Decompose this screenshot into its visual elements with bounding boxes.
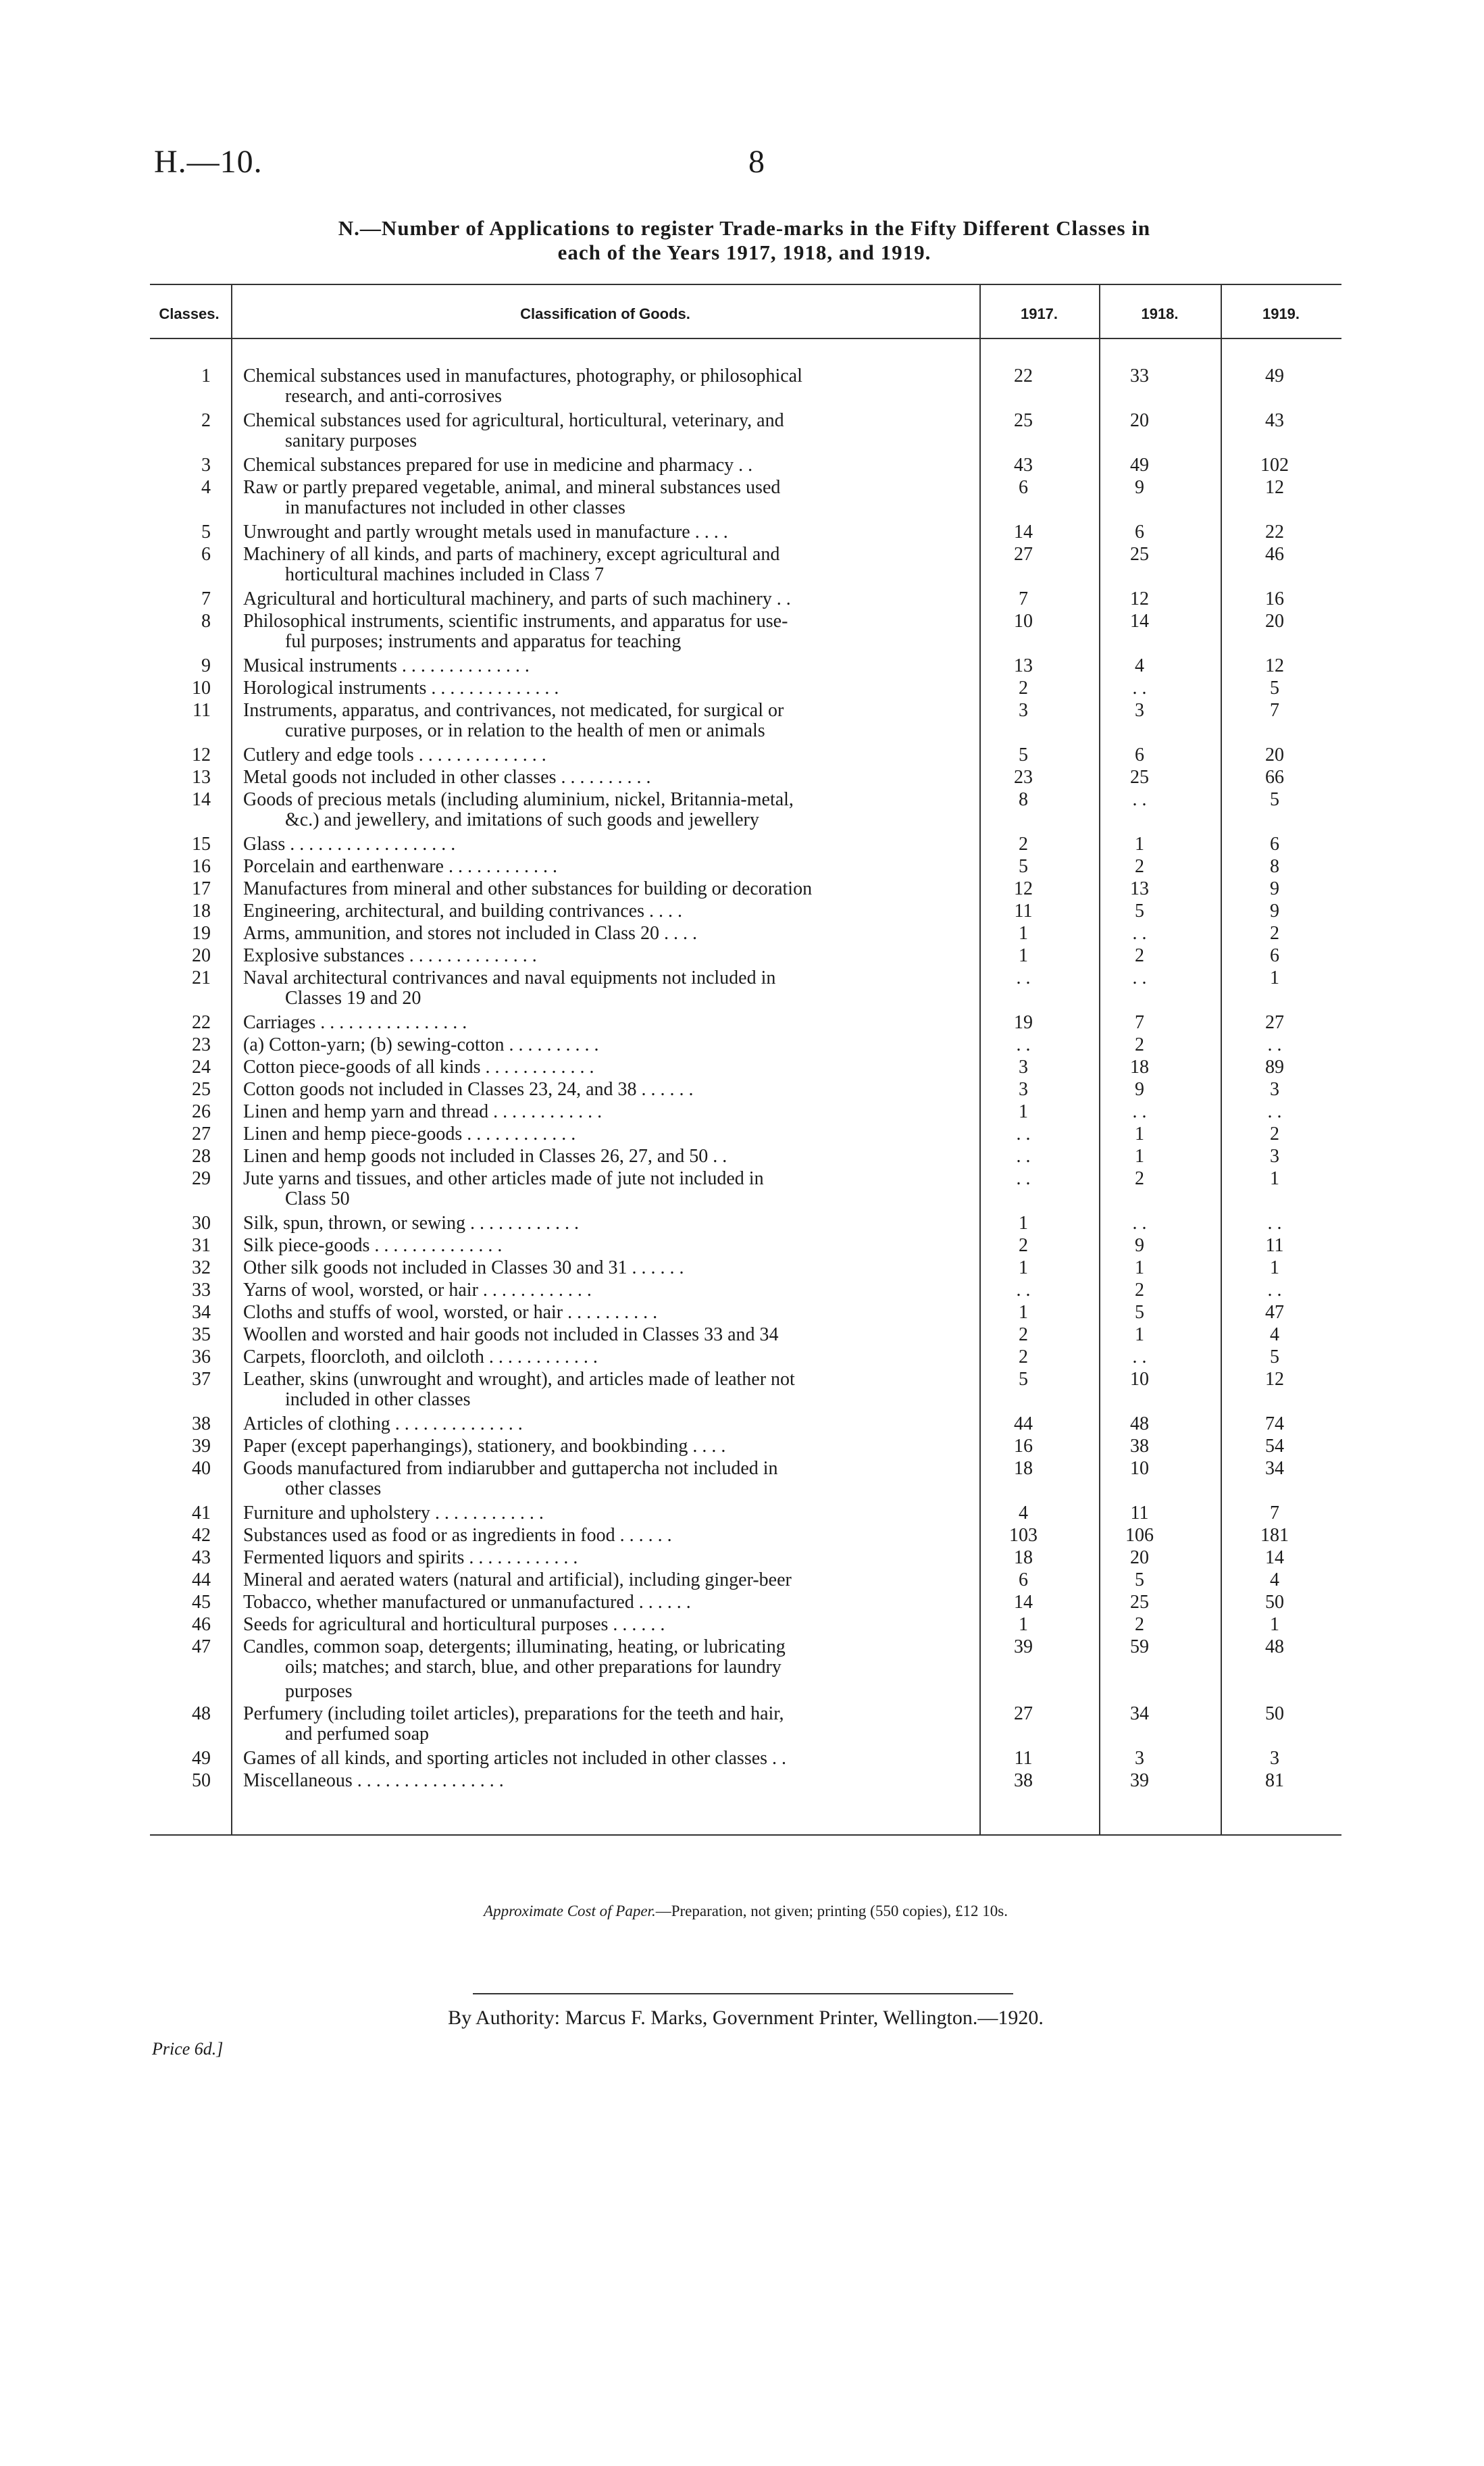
class-number: 33 xyxy=(192,1280,211,1301)
count-1919: 11 xyxy=(1265,1235,1284,1256)
printer-authority: By Authority: Marcus F. Marks, Government Printer, Wellington.—1920. xyxy=(448,2007,1044,2029)
class-description: Silk, spun, thrown, or sewing . . . . . . . . . . . . xyxy=(243,1213,579,1234)
class-number: 45 xyxy=(192,1592,211,1613)
class-number: 13 xyxy=(192,767,211,788)
class-description: Mineral and aerated waters (natural and artificial), including ginger-beer xyxy=(243,1569,792,1590)
count-1917: 2 xyxy=(1019,1347,1028,1367)
count-1919: 48 xyxy=(1265,1636,1284,1657)
count-1918: 13 xyxy=(1130,878,1149,899)
count-1917: 43 xyxy=(1014,455,1033,476)
count-1918: 2 xyxy=(1135,1280,1144,1301)
count-1917: 1 xyxy=(1019,1302,1028,1323)
class-description: Candles, common soap, detergents; illuminating, heating, or lubricating xyxy=(243,1636,786,1657)
class-number: 11 xyxy=(193,700,211,721)
count-1918: 5 xyxy=(1135,1569,1144,1590)
count-1919: 3 xyxy=(1270,1748,1279,1769)
count-1918: 2 xyxy=(1135,945,1144,966)
count-1917: 2 xyxy=(1019,834,1028,855)
count-1918: 49 xyxy=(1130,455,1149,476)
table-title-line-1: N.—Number of Applications to register Trade-marks in the Fifty Different Classes in xyxy=(338,216,1151,240)
count-1917: 1 xyxy=(1019,945,1028,966)
count-1919: 9 xyxy=(1270,878,1279,899)
class-description: Chemical substances used in manufactures, photography, or philosophical xyxy=(243,366,802,386)
count-1919: 3 xyxy=(1270,1079,1279,1100)
class-description: Woollen and worsted and hair goods not included in Classes 33 and 34 xyxy=(243,1324,779,1345)
count-1917: 6 xyxy=(1019,1569,1028,1590)
count-1917: 27 xyxy=(1014,544,1033,565)
class-number: 42 xyxy=(192,1525,211,1546)
count-1918: 1 xyxy=(1135,1324,1144,1345)
class-description: Leather, skins (unwrought and wrought), and articles made of leather not xyxy=(243,1369,795,1390)
count-1917: 10 xyxy=(1014,611,1033,632)
column-header-1918: 1918. xyxy=(1141,305,1179,322)
class-number: 4 xyxy=(201,477,211,498)
count-1917: 1 xyxy=(1019,923,1028,944)
count-1918: 5 xyxy=(1135,901,1144,922)
class-description: Glass . . . . . . . . . . . . . . . . . . xyxy=(243,834,456,855)
footer-rule xyxy=(473,1993,1013,1994)
count-1919: . . xyxy=(1267,1280,1282,1301)
count-1919: 7 xyxy=(1270,700,1279,721)
class-description: Cloths and stuffs of wool, worsted, or hair . . . . . . . . . . xyxy=(243,1302,658,1323)
count-1919: 66 xyxy=(1265,767,1284,788)
class-description: Cotton piece-goods of all kinds . . . . . . . . . . . . xyxy=(243,1057,594,1078)
class-description-continued: Classes 19 and 20 xyxy=(285,988,421,1009)
count-1917: 5 xyxy=(1019,1369,1028,1390)
count-1919: 74 xyxy=(1265,1413,1284,1434)
column-divider xyxy=(231,284,232,1834)
count-1919: 181 xyxy=(1260,1525,1289,1546)
class-description: Machinery of all kinds, and parts of machinery, except agricultural and xyxy=(243,544,780,565)
class-description-continued: oils; matches; and starch, blue, and other preparations for laundry xyxy=(285,1657,782,1678)
table-header-rule xyxy=(150,338,1341,339)
count-1917: 1 xyxy=(1019,1101,1028,1122)
count-1918: 1 xyxy=(1135,1146,1144,1167)
count-1917: 11 xyxy=(1014,901,1033,922)
class-description: Fermented liquors and spirits . . . . . . . . . . . . xyxy=(243,1547,578,1568)
count-1919: 1 xyxy=(1270,1168,1279,1189)
class-description: Raw or partly prepared vegetable, animal, and mineral substances used xyxy=(243,477,781,498)
count-1918: . . xyxy=(1132,1213,1147,1234)
count-1917: 5 xyxy=(1019,745,1028,765)
count-1919: . . xyxy=(1267,1101,1282,1122)
class-description: Tobacco, whether manufactured or unmanufactured . . . . . . xyxy=(243,1592,691,1613)
count-1918: 20 xyxy=(1130,410,1149,431)
count-1919: 6 xyxy=(1270,945,1279,966)
class-number: 37 xyxy=(192,1369,211,1390)
class-description-continued: included in other classes xyxy=(285,1389,471,1410)
class-description: Games of all kinds, and sporting articles not included in other classes . . xyxy=(243,1748,787,1769)
class-number: 43 xyxy=(192,1547,211,1568)
count-1918: 9 xyxy=(1135,1235,1144,1256)
table-bottom-rule xyxy=(150,1834,1341,1836)
class-number: 49 xyxy=(192,1748,211,1769)
count-1918: 3 xyxy=(1135,1748,1144,1769)
class-description: Substances used as food or as ingredients in food . . . . . . xyxy=(243,1525,672,1546)
class-description: Musical instruments . . . . . . . . . . . . . . xyxy=(243,655,530,676)
count-1918: 1 xyxy=(1135,1124,1144,1144)
count-1919: 12 xyxy=(1265,655,1284,676)
class-number: 1 xyxy=(201,366,211,386)
count-1917: 18 xyxy=(1014,1547,1033,1568)
class-description-continued: purposes xyxy=(285,1681,353,1702)
class-description-continued: in manufactures not included in other classes xyxy=(285,497,625,518)
class-number: 23 xyxy=(192,1034,211,1055)
count-1918: 6 xyxy=(1135,745,1144,765)
count-1918: 7 xyxy=(1135,1012,1144,1033)
class-number: 10 xyxy=(192,678,211,699)
count-1918: 9 xyxy=(1135,1079,1144,1100)
class-description: Agricultural and horticultural machinery, and parts of such machinery . . xyxy=(243,588,791,609)
count-1919: 9 xyxy=(1270,901,1279,922)
cost-note-text: —Preparation, not given; printing (550 copies), £12 10s. xyxy=(655,1903,1008,1919)
count-1918: . . xyxy=(1132,1347,1147,1367)
count-1919: 50 xyxy=(1265,1592,1284,1613)
count-1919: . . xyxy=(1267,1034,1282,1055)
count-1919: . . xyxy=(1267,1213,1282,1234)
count-1918: 25 xyxy=(1130,767,1149,788)
class-description: Philosophical instruments, scientific instruments, and apparatus for use- xyxy=(243,611,788,632)
class-number: 36 xyxy=(192,1347,211,1367)
class-number: 24 xyxy=(192,1057,211,1078)
class-number: 9 xyxy=(201,655,211,676)
count-1919: 20 xyxy=(1265,611,1284,632)
class-number: 47 xyxy=(192,1636,211,1657)
count-1917: . . xyxy=(1016,1146,1031,1167)
class-description: Carpets, floorcloth, and oilcloth . . . . . . . . . . . . xyxy=(243,1347,598,1367)
class-number: 22 xyxy=(192,1012,211,1033)
count-1919: 43 xyxy=(1265,410,1284,431)
count-1918: 48 xyxy=(1130,1413,1149,1434)
count-1917: 1 xyxy=(1019,1257,1028,1278)
class-number: 21 xyxy=(192,967,211,988)
count-1918: 2 xyxy=(1135,1168,1144,1189)
class-number: 32 xyxy=(192,1257,211,1278)
count-1918: 59 xyxy=(1130,1636,1149,1657)
class-description: Naval architectural contrivances and naval equipments not included in xyxy=(243,967,776,988)
class-description: Unwrought and partly wrought metals used in manufacture . . . . xyxy=(243,522,728,543)
count-1917: 22 xyxy=(1014,366,1033,386)
count-1917: 27 xyxy=(1014,1703,1033,1724)
count-1918: 10 xyxy=(1130,1369,1149,1390)
count-1917: 3 xyxy=(1019,1057,1028,1078)
class-number: 41 xyxy=(192,1503,211,1524)
count-1917: 5 xyxy=(1019,856,1028,877)
count-1919: 2 xyxy=(1270,1124,1279,1144)
count-1918: 38 xyxy=(1130,1436,1149,1457)
class-number: 17 xyxy=(192,878,211,899)
count-1918: 33 xyxy=(1130,366,1149,386)
count-1919: 20 xyxy=(1265,745,1284,765)
count-1918: 2 xyxy=(1135,856,1144,877)
class-description: Articles of clothing . . . . . . . . . . . . . . xyxy=(243,1413,523,1434)
class-description: Chemical substances prepared for use in medicine and pharmacy . . xyxy=(243,455,753,476)
count-1918: 34 xyxy=(1130,1703,1149,1724)
class-description-continued: Class 50 xyxy=(285,1188,350,1209)
class-number: 18 xyxy=(192,901,211,922)
class-description: Perfumery (including toilet articles), preparations for the teeth and hair, xyxy=(243,1703,784,1724)
count-1919: 6 xyxy=(1270,834,1279,855)
count-1917: 1 xyxy=(1019,1614,1028,1635)
count-1918: 11 xyxy=(1130,1503,1149,1524)
column-header-classes: Classes. xyxy=(159,305,220,322)
class-number: 50 xyxy=(192,1770,211,1791)
class-number: 2 xyxy=(201,410,211,431)
cost-note xyxy=(150,1903,1341,1920)
count-1919: 81 xyxy=(1265,1770,1284,1791)
count-1917: 44 xyxy=(1014,1413,1033,1434)
count-1917: . . xyxy=(1016,1280,1031,1301)
count-1919: 5 xyxy=(1270,1347,1279,1367)
count-1919: 16 xyxy=(1265,588,1284,609)
count-1917: 7 xyxy=(1019,588,1028,609)
count-1917: 1 xyxy=(1019,1213,1028,1234)
class-description: Goods manufactured from indiarubber and guttapercha not included in xyxy=(243,1458,778,1479)
count-1918: 106 xyxy=(1125,1525,1154,1546)
count-1918: 39 xyxy=(1130,1770,1149,1791)
count-1919: 14 xyxy=(1265,1547,1284,1568)
count-1917: 39 xyxy=(1014,1636,1033,1657)
price: Price 6d.] xyxy=(152,2039,224,2059)
count-1919: 1 xyxy=(1270,1257,1279,1278)
column-header-1917: 1917. xyxy=(1020,305,1058,322)
count-1918: . . xyxy=(1132,967,1147,988)
count-1919: 2 xyxy=(1270,923,1279,944)
class-description: Carriages . . . . . . . . . . . . . . . . xyxy=(243,1012,467,1033)
count-1917: 2 xyxy=(1019,1324,1028,1345)
table-title-line-2: each of the Years 1917, 1918, and 1919. xyxy=(557,241,931,264)
class-description: Other silk goods not included in Classes 30 and 31 . . . . . . xyxy=(243,1257,684,1278)
class-number: 25 xyxy=(192,1079,211,1100)
page-number: 8 xyxy=(748,144,765,180)
count-1919: 4 xyxy=(1270,1569,1279,1590)
count-1918: 2 xyxy=(1135,1614,1144,1635)
class-number: 14 xyxy=(192,789,211,810)
class-description-continued: &c.) and jewellery, and imitations of such goods and jewellery xyxy=(285,809,759,830)
count-1918: 6 xyxy=(1135,522,1144,543)
class-description: (a) Cotton-yarn; (b) sewing-cotton . . . . . . . . . . xyxy=(243,1034,599,1055)
column-header-classification: Classification of Goods. xyxy=(520,305,690,322)
class-description: Arms, ammunition, and stores not included in Class 20 . . . . xyxy=(243,923,697,944)
count-1917: . . xyxy=(1016,1168,1031,1189)
class-description-continued: research, and anti-corrosives xyxy=(285,386,503,407)
count-1918: 14 xyxy=(1130,611,1149,632)
count-1919: 8 xyxy=(1270,856,1279,877)
count-1919: 1 xyxy=(1270,1614,1279,1635)
class-description: Yarns of wool, worsted, or hair . . . . . . . . . . . . xyxy=(243,1280,592,1301)
count-1919: 12 xyxy=(1265,477,1284,498)
class-number: 40 xyxy=(192,1458,211,1479)
count-1918: 10 xyxy=(1130,1458,1149,1479)
class-number: 7 xyxy=(201,588,211,609)
count-1918: . . xyxy=(1132,789,1147,810)
class-description: Silk piece-goods . . . . . . . . . . . . . . xyxy=(243,1235,503,1256)
count-1918: 1 xyxy=(1135,1257,1144,1278)
count-1917: 4 xyxy=(1019,1503,1028,1524)
class-description: Furniture and upholstery . . . . . . . . . . . . xyxy=(243,1503,544,1524)
class-number: 6 xyxy=(201,544,211,565)
count-1917: . . xyxy=(1016,967,1031,988)
count-1917: 13 xyxy=(1014,655,1033,676)
class-description-continued: sanitary purposes xyxy=(285,430,417,451)
class-number: 26 xyxy=(192,1101,211,1122)
class-number: 16 xyxy=(192,856,211,877)
count-1917: 3 xyxy=(1019,700,1028,721)
class-number: 27 xyxy=(192,1124,211,1144)
count-1917: 8 xyxy=(1019,789,1028,810)
class-description: Miscellaneous . . . . . . . . . . . . . . . . xyxy=(243,1770,504,1791)
count-1917: 2 xyxy=(1019,678,1028,699)
class-number: 29 xyxy=(192,1168,211,1189)
count-1919: 3 xyxy=(1270,1146,1279,1167)
count-1917: . . xyxy=(1016,1034,1031,1055)
count-1919: 49 xyxy=(1265,366,1284,386)
count-1919: 7 xyxy=(1270,1503,1279,1524)
count-1919: 34 xyxy=(1265,1458,1284,1479)
class-number: 44 xyxy=(192,1569,211,1590)
table-top-rule xyxy=(150,284,1341,285)
count-1917: 6 xyxy=(1019,477,1028,498)
count-1918: 18 xyxy=(1130,1057,1149,1078)
class-number: 3 xyxy=(201,455,211,476)
count-1918: 25 xyxy=(1130,1592,1149,1613)
count-1919: 12 xyxy=(1265,1369,1284,1390)
count-1919: 1 xyxy=(1270,967,1279,988)
count-1917: 14 xyxy=(1014,522,1033,543)
class-number: 15 xyxy=(192,834,211,855)
class-description: Chemical substances used for agricultural, horticultural, veterinary, and xyxy=(243,410,784,431)
count-1917: 11 xyxy=(1014,1748,1033,1769)
count-1918: 5 xyxy=(1135,1302,1144,1323)
count-1918: 25 xyxy=(1130,544,1149,565)
class-description: Cotton goods not included in Classes 23, 24, and 38 . . . . . . xyxy=(243,1079,694,1100)
count-1919: 102 xyxy=(1260,455,1289,476)
count-1918: . . xyxy=(1132,1101,1147,1122)
class-number: 5 xyxy=(201,522,211,543)
count-1917: 18 xyxy=(1014,1458,1033,1479)
count-1918: 20 xyxy=(1130,1547,1149,1568)
column-header-1919: 1919. xyxy=(1262,305,1300,322)
count-1918: . . xyxy=(1132,678,1147,699)
count-1919: 89 xyxy=(1265,1057,1284,1078)
class-description: Paper (except paperhangings), stationery, and bookbinding . . . . xyxy=(243,1436,726,1457)
class-number: 46 xyxy=(192,1614,211,1635)
class-description: Cutlery and edge tools . . . . . . . . . . . . . . xyxy=(243,745,546,765)
count-1919: 4 xyxy=(1270,1324,1279,1345)
count-1919: 5 xyxy=(1270,678,1279,699)
class-description: Engineering, architectural, and building contrivances . . . . xyxy=(243,901,683,922)
count-1919: 5 xyxy=(1270,789,1279,810)
class-number: 31 xyxy=(192,1235,211,1256)
count-1918: 4 xyxy=(1135,655,1144,676)
class-number: 19 xyxy=(192,923,211,944)
count-1917: . . xyxy=(1016,1124,1031,1144)
class-description-continued: curative purposes, or in relation to the health of men or animals xyxy=(285,720,765,741)
class-number: 39 xyxy=(192,1436,211,1457)
count-1919: 27 xyxy=(1265,1012,1284,1033)
count-1917: 16 xyxy=(1014,1436,1033,1457)
count-1917: 38 xyxy=(1014,1770,1033,1791)
count-1919: 54 xyxy=(1265,1436,1284,1457)
class-description: Jute yarns and tissues, and other articles made of jute not included in xyxy=(243,1168,764,1189)
class-description-continued: other classes xyxy=(285,1478,382,1499)
class-description: Linen and hemp yarn and thread . . . . . . . . . . . . xyxy=(243,1101,603,1122)
class-description: Linen and hemp piece-goods . . . . . . . . . . . . xyxy=(243,1124,576,1144)
class-description: Instruments, apparatus, and contrivances, not medicated, for surgical or xyxy=(243,700,784,721)
count-1918: . . xyxy=(1132,923,1147,944)
count-1917: 12 xyxy=(1014,878,1033,899)
class-number: 28 xyxy=(192,1146,211,1167)
count-1917: 19 xyxy=(1014,1012,1033,1033)
class-description-continued: ful purposes; instruments and apparatus for teaching xyxy=(285,631,682,652)
class-description-continued: horticultural machines included in Class 7 xyxy=(285,564,605,585)
class-number: 48 xyxy=(192,1703,211,1724)
count-1917: 103 xyxy=(1009,1525,1038,1546)
count-1918: 9 xyxy=(1135,477,1144,498)
cost-note-label: Approximate Cost of Paper. xyxy=(484,1903,656,1919)
count-1918: 2 xyxy=(1135,1034,1144,1055)
page-reference: H.—10. xyxy=(154,144,263,180)
count-1917: 14 xyxy=(1014,1592,1033,1613)
count-1917: 23 xyxy=(1014,767,1033,788)
class-number: 8 xyxy=(201,611,211,632)
count-1917: 2 xyxy=(1019,1235,1028,1256)
class-description: Linen and hemp goods not included in Classes 26, 27, and 50 . . xyxy=(243,1146,727,1167)
class-description: Manufactures from mineral and other substances for building or decoration xyxy=(243,878,813,899)
count-1919: 46 xyxy=(1265,544,1284,565)
count-1918: 12 xyxy=(1130,588,1149,609)
class-number: 35 xyxy=(192,1324,211,1345)
count-1917: 3 xyxy=(1019,1079,1028,1100)
class-description: Seeds for agricultural and horticultural purposes . . . . . . xyxy=(243,1614,665,1635)
class-number: 12 xyxy=(192,745,211,765)
count-1917: 25 xyxy=(1014,410,1033,431)
count-1918: 1 xyxy=(1135,834,1144,855)
class-number: 20 xyxy=(192,945,211,966)
count-1919: 22 xyxy=(1265,522,1284,543)
count-1919: 47 xyxy=(1265,1302,1284,1323)
class-description: Metal goods not included in other classes . . . . . . . . . . xyxy=(243,767,651,788)
count-1918: 3 xyxy=(1135,700,1144,721)
class-number: 38 xyxy=(192,1413,211,1434)
count-1919: 50 xyxy=(1265,1703,1284,1724)
class-description: Porcelain and earthenware . . . . . . . . . . . . xyxy=(243,856,557,877)
class-description: Horological instruments . . . . . . . . . . . . . . xyxy=(243,678,559,699)
class-description-continued: and perfumed soap xyxy=(285,1723,430,1744)
class-description: Goods of precious metals (including aluminium, nickel, Britannia-metal, xyxy=(243,789,794,810)
class-number: 30 xyxy=(192,1213,211,1234)
class-number: 34 xyxy=(192,1302,211,1323)
class-description: Explosive substances . . . . . . . . . . . . . . xyxy=(243,945,537,966)
